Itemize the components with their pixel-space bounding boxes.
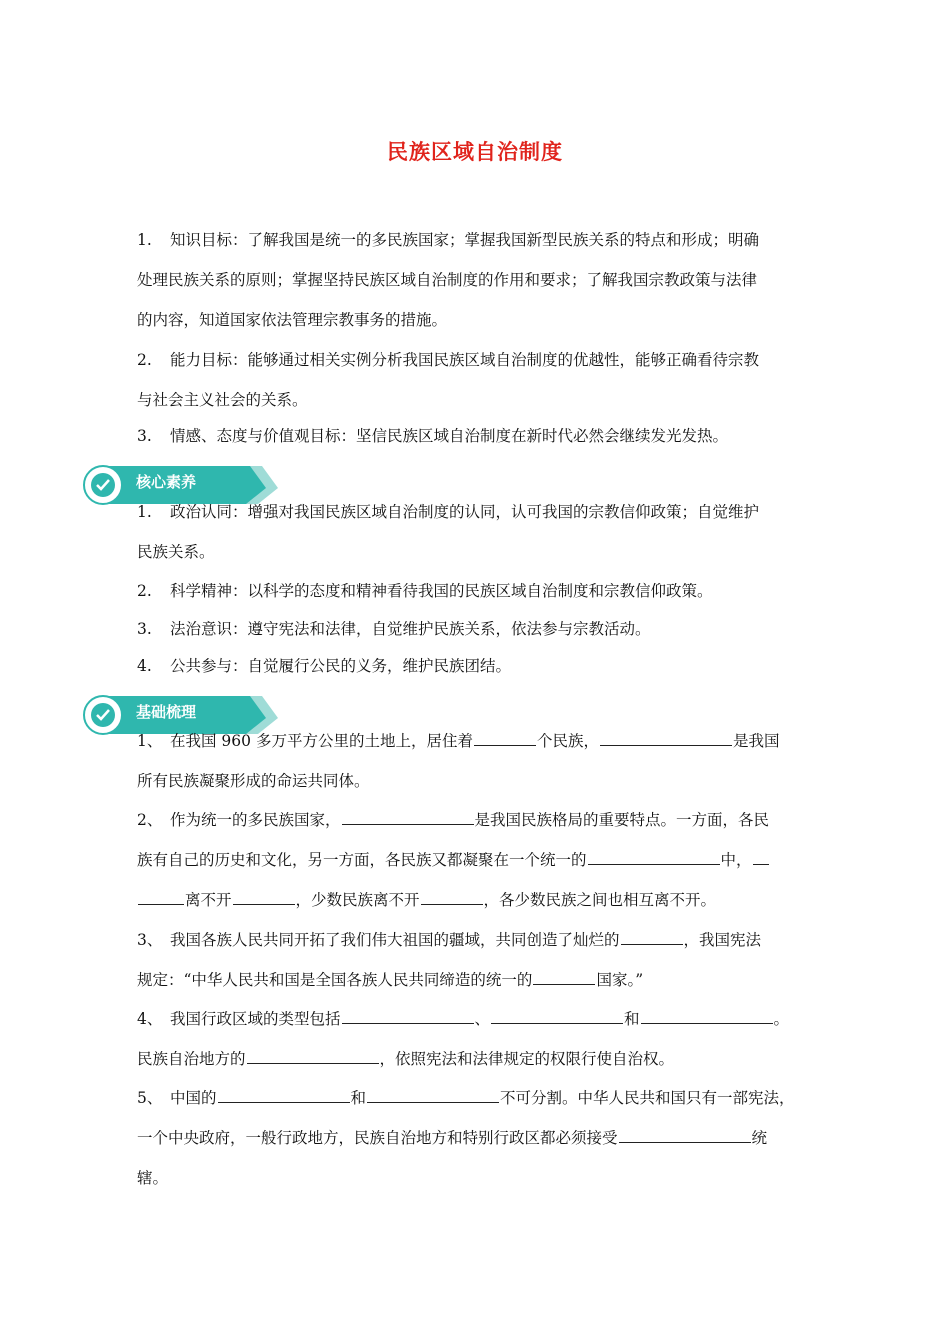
answer-blank[interactable] bbox=[342, 808, 474, 825]
objective-text: 处理民族关系的原则；掌握坚持民族区域自治制度的作用和要求；了解我国宗教政策与法律 bbox=[137, 271, 758, 289]
page-title: 民族区域自治制度 bbox=[387, 140, 563, 164]
objective-2 bbox=[137, 340, 817, 420]
answer-blank[interactable] bbox=[421, 888, 483, 905]
answer-blank[interactable] bbox=[753, 848, 769, 865]
question-4 bbox=[137, 999, 817, 1079]
item-number: 3. bbox=[137, 620, 152, 638]
item-number: 1. bbox=[137, 503, 152, 521]
item-number: 2. bbox=[137, 582, 152, 600]
question-text: 个民族， bbox=[536, 732, 599, 750]
core-text: 公共参与：自觉履行公民的义务，维护民族团结。 bbox=[170, 657, 512, 675]
question-3 bbox=[137, 920, 817, 1000]
question-text: 、 bbox=[474, 1010, 491, 1028]
question-text: 是我国 bbox=[732, 732, 780, 750]
question-text: 国家。” bbox=[596, 971, 644, 989]
question-text: 中国的 bbox=[170, 1089, 217, 1107]
question-text: 统 bbox=[751, 1129, 768, 1147]
objective-text: 情感、态度与价值观目标：坚信民族区域自治制度在新时代必然会继续发光发热。 bbox=[170, 427, 729, 445]
question-text: 所有民族凝聚形成的命运共同体。 bbox=[137, 772, 370, 790]
question-text: 民族自治地方的 bbox=[137, 1050, 246, 1068]
core-text: 政治认同：增强对我国民族区域自治制度的认同，认可我国的宗教信仰政策；自觉维护 bbox=[170, 503, 760, 521]
item-number: 3. bbox=[137, 427, 152, 445]
answer-blank[interactable] bbox=[621, 928, 683, 945]
core-item-3 bbox=[137, 609, 817, 649]
answer-blank[interactable] bbox=[641, 1007, 773, 1024]
question-text: 中， bbox=[720, 851, 752, 869]
item-number: 1. bbox=[137, 231, 152, 249]
answer-blank[interactable] bbox=[474, 729, 536, 746]
question-text: ，我国宪法 bbox=[683, 931, 762, 949]
question-text: ，少数民族离不开 bbox=[295, 891, 420, 909]
core-text: 法治意识：遵守宪法和法律，自觉维护民族关系，依法参与宗教活动。 bbox=[170, 620, 651, 638]
objective-text: 的内容，知道国家依法管理宗教事务的措施。 bbox=[137, 311, 448, 329]
section-label: 基础梳理 bbox=[136, 703, 197, 721]
answer-blank[interactable] bbox=[342, 1007, 474, 1024]
answer-blank[interactable] bbox=[367, 1086, 499, 1103]
core-item-1 bbox=[137, 492, 817, 572]
item-number: 3、 bbox=[137, 931, 163, 949]
question-text: 族有自己的历史和文化，另一方面，各民族又都凝聚在一个统一的 bbox=[137, 851, 587, 869]
objective-3 bbox=[137, 416, 817, 456]
section-label: 核心素养 bbox=[136, 473, 197, 491]
item-number: 1、 bbox=[137, 732, 163, 750]
answer-blank[interactable] bbox=[218, 1086, 350, 1103]
question-text: 我国行政区域的类型包括 bbox=[170, 1010, 341, 1028]
question-text: 不可分割。中华人民共和国只有一部宪法， bbox=[500, 1089, 795, 1107]
core-item-4 bbox=[137, 646, 817, 686]
answer-blank[interactable] bbox=[600, 729, 732, 746]
question-text: 我国各族人民共同开拓了我们伟大祖国的疆域，共同创造了灿烂的 bbox=[170, 931, 620, 949]
objective-text: 能力目标：能够通过相关实例分析我国民族区域自治制度的优越性，能够正确看待宗教 bbox=[170, 351, 760, 369]
question-text: 。 bbox=[773, 1010, 790, 1028]
question-text: ，各少数民族之间也相互离不开。 bbox=[483, 891, 717, 909]
question-text: 是我国民族格局的重要特点。一方面，各民 bbox=[474, 811, 770, 829]
question-text: 一个中央政府，一般行政地方，民族自治地方和特别行政区都必须接受 bbox=[137, 1129, 618, 1147]
objective-1 bbox=[137, 220, 817, 340]
answer-blank[interactable] bbox=[138, 888, 184, 905]
question-text: 离不开 bbox=[185, 891, 232, 909]
question-text: 规定：“中华人民共和国是全国各族人民共同缔造的统一的 bbox=[137, 971, 533, 989]
core-text: 民族关系。 bbox=[137, 543, 215, 561]
question-text: 和 bbox=[624, 1010, 640, 1028]
objective-text: 知识目标：了解我国是统一的多民族国家；掌握我国新型民族关系的特点和形成；明确 bbox=[170, 231, 760, 249]
answer-blank[interactable] bbox=[247, 1047, 379, 1064]
question-2 bbox=[137, 800, 817, 920]
core-item-2 bbox=[137, 571, 817, 611]
question-text: 作为统一的多民族国家， bbox=[170, 811, 341, 829]
answer-blank[interactable] bbox=[233, 888, 295, 905]
question-text: 和 bbox=[350, 1089, 367, 1107]
item-number: 4. bbox=[137, 657, 152, 675]
answer-blank[interactable] bbox=[533, 968, 595, 985]
question-5 bbox=[137, 1078, 817, 1198]
core-text: 科学精神：以科学的态度和精神看待我国的民族区域自治制度和宗教信仰政策。 bbox=[170, 582, 713, 600]
item-number: 2. bbox=[137, 351, 152, 369]
question-text: 在我国 960 多万平方公里的土地上，居住着 bbox=[170, 732, 473, 750]
objective-text: 与社会主义社会的关系。 bbox=[137, 391, 308, 409]
answer-blank[interactable] bbox=[619, 1126, 751, 1143]
answer-blank[interactable] bbox=[588, 848, 720, 865]
question-text: ，依照宪法和法律规定的权限行使自治权。 bbox=[379, 1050, 675, 1068]
item-number: 5、 bbox=[137, 1089, 163, 1107]
question-1 bbox=[137, 721, 817, 801]
item-number: 2、 bbox=[137, 811, 163, 829]
question-text: 辖。 bbox=[137, 1169, 169, 1187]
item-number: 4、 bbox=[137, 1010, 163, 1028]
answer-blank[interactable] bbox=[491, 1007, 623, 1024]
